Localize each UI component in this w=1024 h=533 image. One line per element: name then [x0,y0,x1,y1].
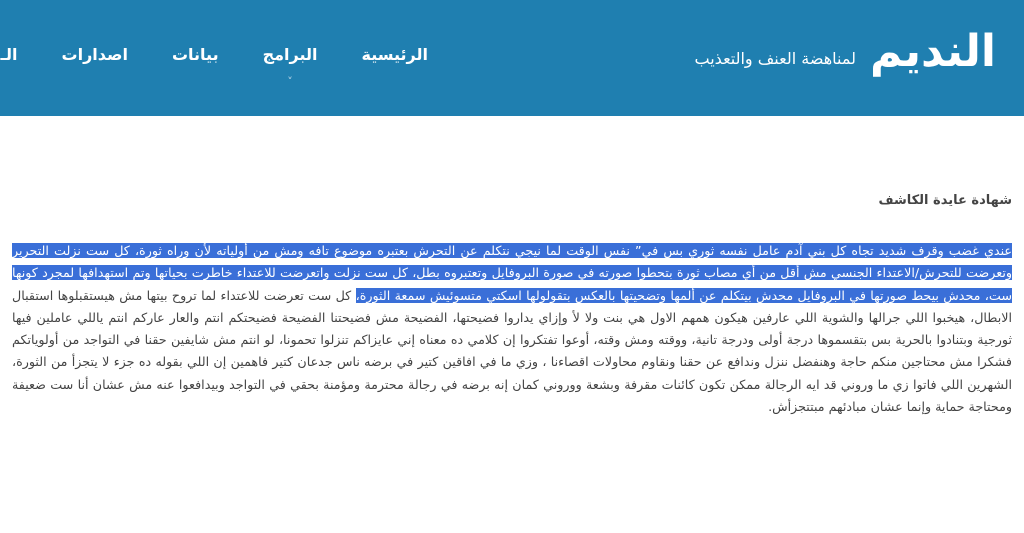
nav-item-home[interactable] [362,45,429,64]
body-text: كل ست تعرضت للاعتداء لما تروح بيتها مش هيستقبلوها استقبال الابطال، هيخبوا اللي جرالها والشوية اللي عارفين هيكون همهم الاول هي بنت ولا لأ وإزاي يداروا فضيحتها، الفضيحة مش فضيحتنا الفضيحة فضيحتكم انتم والعار عاركم انتم ياللي عاملين فيها ثورجية وبتنادوا بالحرية بس بتقسموها درجة أولى ودرجة تانية، ووقته ومش وقته، أوعوا تفتكروا إن كلامي ده معناه إني عايزاكم تنزلوا تحمونا، لو انتم مش شايفين حقنا في التواجد من أولوياتكم فشكرا مش محتاجين منكم حاجة وهنفضل ننزل وندافع عن حقنا ونقاوم محاولات اقصاءنا ، وزي ما في افاقين كتير في برضه ناس جدعان كتير فاهمين إن اللي بقوله ده جزء لا يتجزأ من الثورة، الشهرين اللي فاتوا زي ما وروني قد ايه الرجالة ممكن تكون كائنات مقرفة وبشعة ووروني كمان إنه برضه في رجالة محترمة ومؤمنة بحقي في التواجد وبيدافعوا عنه مش عشان أنا ست ضعيفة ومحتاجة حماية وإنما عشان مبادئهم مبتتجزأش. [12,287,1012,415]
nav-item-statements[interactable] [172,45,219,64]
logo-wordmark: النديم [869,26,996,77]
nav-item-publications[interactable] [62,45,128,64]
nav-item-more[interactable] [1,45,18,64]
site-header [0,0,1024,116]
main-nav [0,36,428,88]
nav-item-label: بيانات [171,44,219,64]
nav-item-label: الرئيسية [361,44,428,64]
nav-item-label: اصدارات [61,44,128,64]
nav-item-programs[interactable] [262,44,318,88]
site-logo[interactable] [695,22,997,82]
nav-item-label: الـ [0,44,18,64]
article-body[interactable] [12,240,1012,418]
chevron-down-icon: ˅ [287,74,293,88]
nav-item-label: البرامج [262,44,318,64]
article-title: شهادة عايدة الكاشف [878,193,1012,208]
selected-text: عندي غضب وقرف شديد تجاه كل بني آدم عامل نفسه ثوري بس في” نفس الوقت لما نيجي نتكلم عن التحرش بعتبره موضوع تافه ومش من أولياته لأن وراه ثورة، كل ست نزلت التحرير وتعرضت للتحرش/الاعتداء الجنسي مش أقل من أي مصاب ثورة بتحطوا صورته في صورة البروفايل وتعتبروه بطل، كل ست نزلت واتعرضت للاعتداء خاطرت بحياتها وتم استهدافها لمجرد كونها ست، محدش بيحط صورتها في البروفايل محدش بيتكلم عن ألمها وتضحيتها بالعكس بتقولولها اسكتي متسوئيش سمعة الثورة، [12,243,1012,303]
logo-tagline: لمناهضة العنف والتعذيب [694,49,856,68]
